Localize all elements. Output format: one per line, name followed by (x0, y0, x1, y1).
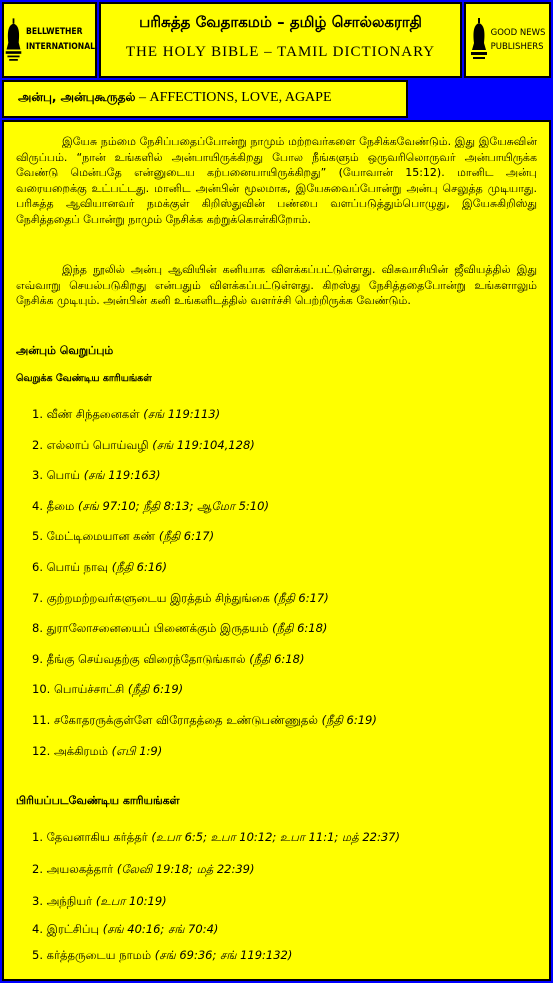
page-title-english: THE HOLY BIBLE – TAMIL DICTIONARY (125, 44, 436, 60)
topic-heading (18, 90, 332, 106)
hate-list-item-text: சகோதரருக்குள்ளே விரோதத்தை உண்டுபண்ணுதல் (53, 713, 318, 727)
good-news-logo-line1: GOOD NEWS (490, 28, 546, 38)
love-list-item-number: 1. (32, 830, 43, 844)
page-title-box (99, 2, 462, 78)
hate-list-item-reference: (நீதி 6:18) (249, 651, 305, 666)
hate-list-item (32, 407, 220, 423)
love-list-item-number: 5. (32, 948, 43, 962)
hate-list-item (32, 529, 214, 545)
love-list-item-number: 3. (32, 894, 43, 908)
intro-paragraph-1 (16, 134, 537, 227)
love-list-heading: பிரியப்படவேண்டிய காரியங்கள் (16, 794, 180, 807)
hate-list-item-reference: (நீதி 6:18) (272, 621, 328, 636)
love-list-item-reference: (லேவி 19:18; மத் 22:39) (116, 862, 255, 876)
hate-list-item-reference: (சங் 119:113) (143, 407, 221, 421)
love-list-item-text: இரட்சிப்பு (46, 922, 100, 936)
bellwether-logo (2, 2, 97, 78)
hate-list-item-number: 6. (32, 560, 43, 574)
hate-list-item (32, 652, 304, 668)
love-list-item (32, 948, 292, 964)
hate-list-item-text: அக்கிரமம் (53, 743, 108, 758)
hate-list-item-reference: (சங் 97:10; நீதி 8:13; ஆமோ 5:10) (77, 498, 269, 513)
hate-list-item (32, 438, 255, 454)
hate-list-item-reference: (நீதி 6:17) (158, 529, 215, 544)
love-list-item (32, 862, 254, 878)
hate-list-item-number: 2. (32, 437, 43, 452)
love-list-item-text: அயலகத்தார் (46, 862, 114, 876)
hate-list-heading: வெறுக்க வேண்டிய காரியங்கள் (16, 373, 152, 384)
page-title-tamil: பரிசுத்த வேதாகமம் – தமிழ் சொல்லகராதி (139, 13, 422, 31)
hate-list-item (32, 560, 167, 576)
hate-list-item-reference: (நீதி 6:19) (321, 713, 377, 727)
intro-paragraph-2 (16, 262, 537, 309)
good-news-logo (464, 2, 551, 78)
topic-box (2, 80, 408, 118)
hate-list-item-number: 8. (32, 621, 43, 636)
hate-list-item-number: 10. (32, 682, 51, 697)
hate-list-item-text: மேட்டிமையான கண் (46, 529, 156, 544)
hate-list-item-text: எல்லாப் பொய்வழி (46, 437, 149, 452)
main-content (2, 120, 551, 981)
hate-list-item (32, 468, 161, 484)
love-list-item-text: கர்த்தருடைய நாமம் (46, 948, 152, 962)
hate-list-item-number: 5. (32, 529, 43, 544)
section-heading: அன்பும் வெறுப்பும் (16, 344, 114, 357)
bellwether-logo-line1: BELLWETHER (26, 27, 83, 37)
hate-list-item-text: வீண் சிந்தனைகள் (46, 407, 140, 421)
bellwether-logo-line2: INTERNATIONAL (26, 42, 95, 52)
topic-english: AFFECTIONS, LOVE, AGAPE (149, 90, 332, 105)
hate-list-item (32, 682, 183, 698)
good-news-logo-line2: PUBLISHERS (490, 42, 544, 52)
good-news-bell-icon (470, 18, 488, 62)
hate-list-item-number: 7. (32, 590, 43, 605)
hate-list-item-reference: (எபி 1:9) (111, 743, 163, 758)
hate-list-item-text: துராலோசனையைப் பிணைக்கும் இருதயம் (46, 621, 269, 636)
hate-list-item-reference: (நீதி 6:16) (111, 560, 167, 574)
hate-list-item (32, 591, 329, 607)
hate-list-item-reference: (நீதி 6:19) (127, 682, 184, 697)
hate-list-item (32, 499, 269, 515)
love-list-item (32, 894, 167, 910)
hate-list-item-text: பொய் நாவு (46, 560, 109, 574)
hate-list-item-reference: (சங் 119:104,128) (152, 437, 255, 452)
hate-list-item (32, 713, 377, 729)
love-list-item-reference: (உபா 10:19) (95, 894, 167, 908)
love-list-item-reference: (சங் 40:16; சங் 70:4) (102, 922, 219, 936)
hate-list-item-number: 3. (32, 468, 43, 483)
love-list-item-reference: (உபா 6:5; உபா 10:12; உபா 11:1; மத் 22:37) (151, 830, 400, 844)
hate-list-item (32, 744, 162, 760)
hate-list-item-text: தீமை (46, 498, 75, 513)
hate-list-item-text: பொய்ச்சாட்சி (53, 682, 125, 697)
bellwether-bell-icon (4, 15, 23, 65)
love-list-item-text: தேவனாகிய கர்த்தர் (46, 830, 148, 844)
intro-paragraph-2-text: இந்த நூலில் அன்பு ஆவியின் கனியாக விளக்கப்பட்டுள்ளது. விசுவாசியின் ஜீவியத்தில் இது எவ்வாறு செயல்படுகிறது என்பதும் விளக்கப்பட்டுள்ளது. கிறஸ்து நேசித்ததைபோன்று உங்களாலும் நேசிக்க முடியும். அன்பின் கனி உங்களிடத்தில் வளர்ச்சி பெற்றிருக்க வேண்டும். (16, 263, 537, 307)
hate-list-item-number: 9. (32, 651, 43, 666)
hate-list-item-number: 11. (32, 713, 51, 727)
topic-tamil: அன்பு, அன்புகூருதல் (18, 90, 136, 104)
hate-list-item-number: 1. (32, 407, 43, 421)
hate-list-item-text: தீங்கு செய்வதற்கு விரைந்தோடுங்கால் (46, 651, 246, 666)
love-list-item (32, 922, 218, 938)
love-list-item-reference: (சங் 69:36; சங் 119:132) (154, 948, 293, 962)
topic-dash: – (138, 90, 146, 105)
love-list-item-text: அந்நியர் (46, 894, 93, 908)
hate-list-item-text: குற்றமற்றவர்களுடைய இரத்தம் சிந்துங்கை (46, 590, 270, 605)
hate-list-item-number: 12. (32, 743, 51, 758)
love-list-item-number: 2. (32, 862, 43, 876)
love-list-item-number: 4. (32, 922, 43, 936)
hate-list-item-text: பொய் (46, 468, 81, 483)
hate-list-item-reference: (நீதி 6:17) (273, 590, 329, 605)
intro-paragraph-1-text: இயேசு நம்மை நேசிப்பதைப்போன்று நாமும் மற்றவர்களை நேசிக்கவேண்டும். இது இயேசுவின் விருப்பம். “நான் உங்களில் அன்பாயிருக்கிறது போல நீங்களும் ஒருவரிலொருவர் அன்பாயிருக்க வேண்டு மென்பதே என்னுடைய கற்பனையாயிருக்கிறது” (யோவான் 15:12). மானிட அன்பு வரையறைக்கு உட்பட்டது. மானிட அன்பின் மூலமாக, இயேசுவைப்போன்று அன்பு செலுத்த முடியாது. பரிசுத்த ஆவியானவர் நமக்குள் கிறிஸ்துவின் பண்பை வளப்படுத்தும்பொழுது, இயேசுகிறிஸ்து நேசித்ததைப் போன்று நாமும் நேசிக்க கற்றுக்கொள்கிறோம். (16, 135, 537, 226)
love-list-item (32, 830, 400, 846)
hate-list-item-reference: (சங் 119:163) (83, 468, 161, 483)
hate-list-item-number: 4. (32, 498, 43, 513)
hate-list-item (32, 621, 327, 637)
